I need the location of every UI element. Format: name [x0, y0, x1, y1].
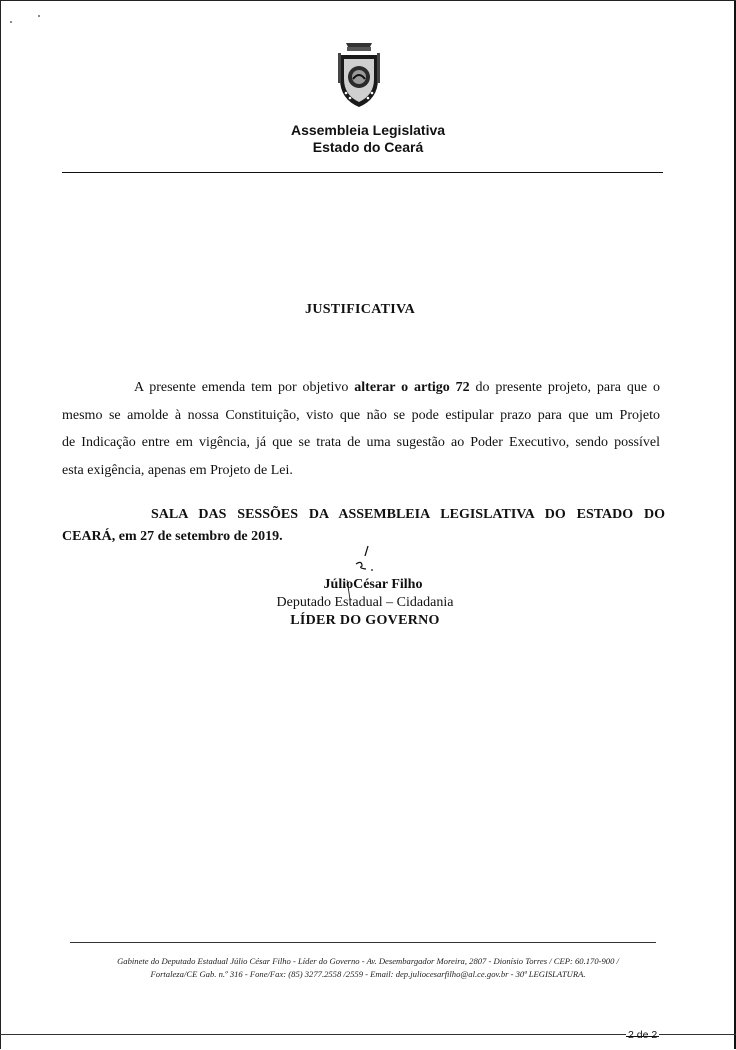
closing-line: SALA DAS SESSÕES DA ASSEMBLEIA LEGISLATIVA DO ESTADO DO [151, 507, 665, 522]
page-number [626, 1029, 659, 1041]
header-divider [62, 172, 663, 173]
justification-paragraph [62, 374, 660, 484]
scan-speck [10, 21, 12, 23]
footer-address [62, 955, 674, 981]
paragraph-line: esta exigência, apenas em Projeto de Lei. [62, 462, 293, 478]
paragraph-emphasis: alterar o artigo 72 [354, 380, 470, 395]
institution-state: Estado do Ceará [312, 139, 424, 155]
signer-title: LÍDER DO GOVERNO [290, 613, 440, 628]
paragraph-text: do presente projeto, para que o [469, 380, 660, 395]
footer-line: Gabinete do Deputado Estadual Júlio César Filho - Líder do Governo - Av. Desembargador Moreira, 2807 - Dionísio Torres / CEP: 60.170-900 / [117, 956, 619, 966]
scan-speck [38, 15, 40, 17]
signer-role: Deputado Estadual – Cidadania [276, 595, 454, 610]
closing-line: CEARÁ, em 27 de setembro de 2019. [62, 529, 283, 544]
document-heading: JUSTIFICATIVA [305, 302, 415, 317]
paragraph-line: de Indicação entre em vigência, já que se trata de uma sugestão ao Poder Executivo, sendo possível [62, 435, 660, 450]
ceara-coat-of-arms-icon [330, 41, 388, 111]
signature-block [0, 576, 736, 630]
closing-statement [62, 504, 665, 548]
paragraph-line [62, 374, 660, 402]
signer-name: JúlioCésar Filho [323, 577, 423, 592]
institution-name: Assembleia Legislativa [290, 122, 446, 138]
page-number-strike [626, 1036, 659, 1037]
page-number-text: 2 de 2 [628, 1029, 658, 1041]
paragraph-line: mesmo se amolde à nossa Constituição, visto que não se pode estipular prazo para que um Projeto [62, 407, 660, 423]
footer-divider [70, 942, 656, 943]
paragraph-text: A presente emenda tem por objetivo [134, 380, 355, 395]
footer-line: Fortaleza/CE Gab. n.º 316 - Fone/Fax: (85) 3277.2558 /2559 - Email: dep.juliocesarfilho@al.ce.gov.br - 30ª LEGISLATURA. [150, 969, 586, 979]
